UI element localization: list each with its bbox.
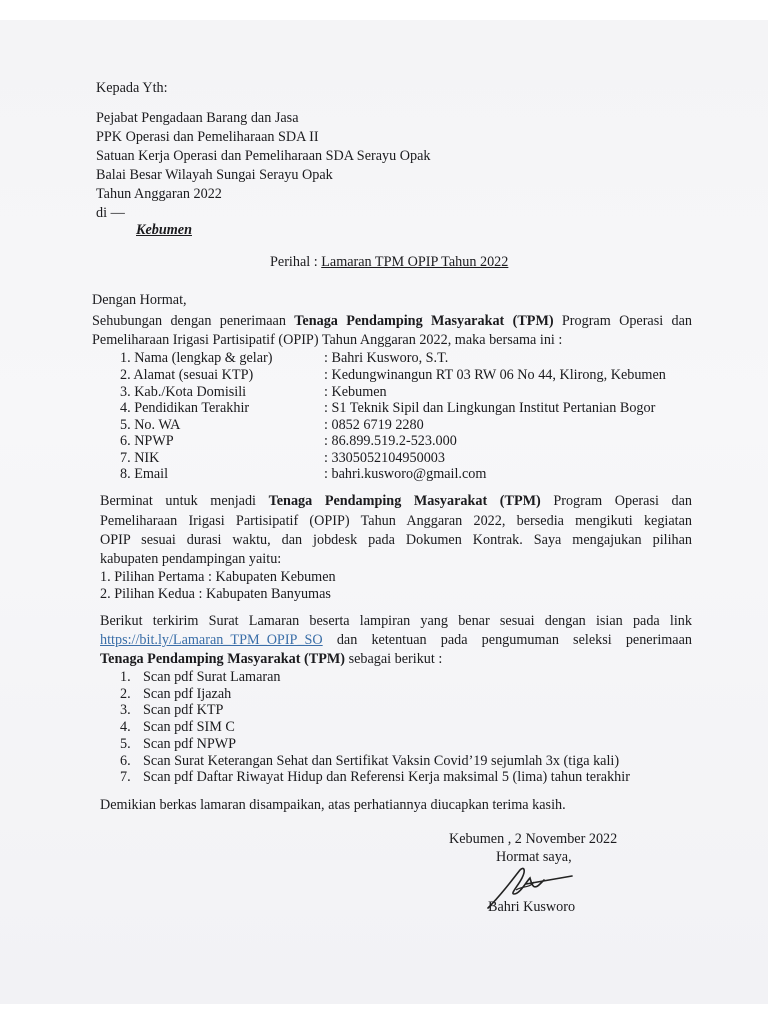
identity-label: 7. NIK [120,450,160,466]
identity-label: 1. Nama (lengkap & gelar) [120,350,273,366]
intro-tpm-bold: Tenaga Pendamping Masyarakat (TPM) [294,313,554,329]
intro-text: Sehubungan dengan penerimaan [92,313,295,329]
interest-text: OPIP sesuai durasi waktu, dan jobdesk pada Dokumen Kontrak. Saya mengajukan pilihan [100,532,692,548]
recipient-di: di — [96,205,125,221]
attachment-item: Scan pdf KTP [143,702,224,718]
identity-value: : S1 Teknik Sipil dan Lingkungan Institut Pertanian Bogor [324,400,656,416]
recipient-line: Satuan Kerja Operasi dan Pemeliharaan SDA Serayu Opak [96,148,431,164]
identity-value: : 86.899.519.2-523.000 [324,433,457,449]
identity-label: 4. Pendidikan Terakhir [120,400,250,416]
intro-text: Program Operasi dan [553,313,692,329]
attachments-line-3 [100,651,442,668]
subject-text: Lamaran TPM OPIP Tahun 2022 [321,254,509,270]
interest-line-4: kabupaten pendampingan yaitu: [100,551,282,567]
attachment-num: 5. [120,736,131,752]
attachments-text: dan ketentuan pada pengumuman seleksi penerimaan [322,632,692,648]
identity-value: : Bahri Kusworo, S.T. [324,350,449,366]
attachment-item: Scan pdf Daftar Riwayat Hidup dan Referensi Kerja maksimal 5 (lima) tahun terakhir [143,769,630,785]
attachment-item: Scan Surat Keterangan Sehat dan Sertifikat Vaksin Covid’19 sejumlah 3x (tiga kali) [143,753,620,769]
attachment-num: 6. [120,753,131,769]
identity-value: : Kedungwinangun RT 03 RW 06 No 44, Klirong, Kebumen [324,367,666,383]
attachments-tpm-bold: Tenaga Pendamping Masyarakat (TPM) [100,651,346,667]
choice-first: 1. Pilihan Pertama : Kabupaten Kebumen [100,569,336,585]
attachments-line-2 [100,632,692,649]
recipient-line: Pejabat Pengadaan Barang dan Jasa [96,110,299,126]
identity-label: 8. Email [120,466,169,482]
intro-line-1 [92,313,692,330]
interest-line-2 [100,513,692,530]
recipient-line: Balai Besar Wilayah Sungai Serayu Opak [96,167,333,183]
recipient-city: Kebumen [136,222,192,238]
intro-line-2: Pemeliharaan Irigasi Partisipatif (OPIP) Tahun Anggaran 2022, maka bersama ini : [92,332,563,348]
attachment-item: Scan pdf SIM C [143,719,235,735]
recipient-line: Tahun Anggaran 2022 [96,186,222,202]
subject-line [270,254,508,271]
attachment-item: Scan pdf NPWP [143,736,237,752]
interest-line-1 [100,493,692,510]
identity-value: : bahri.kusworo@gmail.com [324,466,487,482]
identity-value: : Kebumen [324,384,387,400]
hormat-saya: Hormat saya, [496,849,572,865]
attachments-text: sebagai berikut : [345,651,443,667]
attachment-item: Scan pdf Ijazah [143,686,232,702]
attachment-num: 7. [120,769,131,785]
identity-value: : 3305052104950003 [324,450,445,466]
identity-value: : 0852 6719 2280 [324,417,424,433]
identity-label: 3. Kab./Kota Domisili [120,384,247,400]
identity-label: 5. No. WA [120,417,181,433]
interest-text: Program Operasi dan [540,493,692,509]
attachments-line-1 [100,613,692,630]
identity-label: 6. NPWP [120,433,174,449]
identity-label: 2. Alamat (sesuai KTP) [120,367,254,383]
attachment-num: 2. [120,686,131,702]
salutation-to: Kepada Yth: [96,80,168,96]
attachment-num: 3. [120,702,131,718]
attachments-text: Berikut terkirim Surat Lamaran beserta lampiran yang benar sesuai dengan isian pada link [100,613,692,629]
attachment-item: Scan pdf Surat Lamaran [143,669,281,685]
interest-text: Berminat untuk menjadi [100,493,269,509]
attachment-num: 1. [120,669,131,685]
interest-text: Pemeliharaan Irigasi Partisipatif (OPIP) Tahun Anggaran 2022, bersedia mengikuti kegiatan [100,513,692,529]
interest-line-3 [100,532,692,549]
subject-prefix: Perihal : [270,254,322,270]
form-link[interactable]: https://bit.ly/Lamaran_TPM_OPIP_SO [100,632,323,648]
interest-tpm-bold: Tenaga Pendamping Masyarakat (TPM) [268,493,541,509]
greeting: Dengan Hormat, [92,292,187,308]
choice-second: 2. Pilihan Kedua : Kabupaten Banyumas [100,586,331,602]
signer-name: Bahri Kusworo [488,899,576,915]
closing-line: Demikian berkas lamaran disampaikan, atas perhatiannya diucapkan terima kasih. [100,797,566,813]
attachment-num: 4. [120,719,131,735]
recipient-line: PPK Operasi dan Pemeliharaan SDA II [96,129,319,145]
place-date: Kebumen , 2 November 2022 [449,831,618,847]
